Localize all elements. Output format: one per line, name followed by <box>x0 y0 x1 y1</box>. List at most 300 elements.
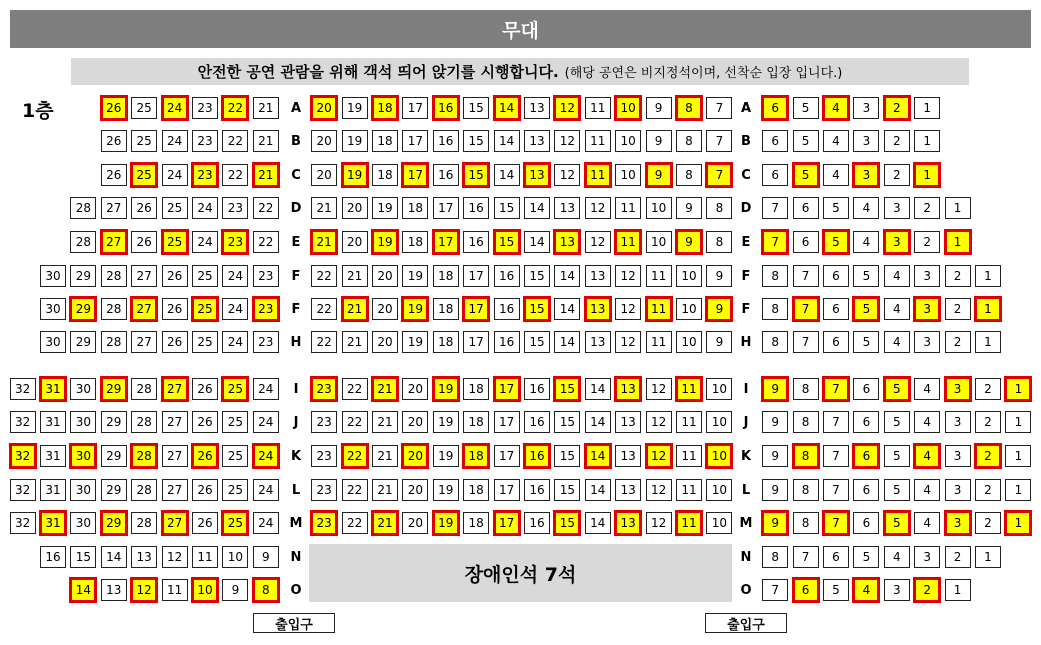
blocked-seat[interactable]: 9 <box>706 265 732 287</box>
available-seat[interactable]: 11 <box>645 296 673 322</box>
available-seat[interactable]: 20 <box>310 95 338 121</box>
available-seat[interactable]: 21 <box>371 376 399 402</box>
blocked-seat[interactable]: 6 <box>793 231 819 253</box>
available-seat[interactable]: 10 <box>705 443 733 469</box>
available-seat[interactable]: 15 <box>493 229 521 255</box>
blocked-seat[interactable]: 12 <box>646 479 672 501</box>
blocked-seat[interactable]: 4 <box>853 231 879 253</box>
blocked-seat[interactable]: 20 <box>311 130 337 152</box>
available-seat[interactable]: 1 <box>944 229 972 255</box>
blocked-seat[interactable]: 25 <box>222 479 248 501</box>
blocked-seat[interactable]: 9 <box>222 579 248 601</box>
blocked-seat[interactable]: 25 <box>131 97 157 119</box>
available-seat[interactable]: 2 <box>883 95 911 121</box>
available-seat[interactable]: 31 <box>39 376 67 402</box>
blocked-seat[interactable]: 30 <box>70 378 96 400</box>
blocked-seat[interactable]: 18 <box>463 411 489 433</box>
blocked-seat[interactable]: 1 <box>945 197 971 219</box>
blocked-seat[interactable]: 10 <box>676 298 702 320</box>
blocked-seat[interactable]: 32 <box>10 512 36 534</box>
blocked-seat[interactable]: 15 <box>70 546 96 568</box>
blocked-seat[interactable]: 7 <box>706 130 732 152</box>
blocked-seat[interactable]: 26 <box>192 411 218 433</box>
available-seat[interactable]: 21 <box>310 229 338 255</box>
blocked-seat[interactable]: 4 <box>914 479 940 501</box>
blocked-seat[interactable]: 1 <box>975 265 1001 287</box>
blocked-seat[interactable]: 21 <box>342 331 368 353</box>
blocked-seat[interactable]: 2 <box>945 265 971 287</box>
available-seat[interactable]: 25 <box>161 229 189 255</box>
available-seat[interactable]: 23 <box>191 162 219 188</box>
available-seat[interactable]: 13 <box>553 229 581 255</box>
blocked-seat[interactable]: 13 <box>131 546 157 568</box>
blocked-seat[interactable]: 30 <box>40 265 66 287</box>
available-seat[interactable]: 22 <box>221 95 249 121</box>
blocked-seat[interactable]: 15 <box>554 445 580 467</box>
blocked-seat[interactable]: 28 <box>131 479 157 501</box>
blocked-seat[interactable]: 25 <box>192 331 218 353</box>
blocked-seat[interactable]: 15 <box>524 331 550 353</box>
blocked-seat[interactable]: 8 <box>762 546 788 568</box>
blocked-seat[interactable]: 22 <box>342 378 368 400</box>
blocked-seat[interactable]: 2 <box>884 130 910 152</box>
blocked-seat[interactable]: 26 <box>101 164 127 186</box>
blocked-seat[interactable]: 4 <box>884 298 910 320</box>
blocked-seat[interactable]: 28 <box>131 411 157 433</box>
blocked-seat[interactable]: 5 <box>884 479 910 501</box>
blocked-seat[interactable]: 27 <box>162 479 188 501</box>
available-seat[interactable]: 19 <box>432 510 460 536</box>
available-seat[interactable]: 3 <box>944 510 972 536</box>
blocked-seat[interactable]: 16 <box>524 378 550 400</box>
blocked-seat[interactable]: 11 <box>162 579 188 601</box>
blocked-seat[interactable]: 10 <box>646 197 672 219</box>
blocked-seat[interactable]: 26 <box>192 479 218 501</box>
blocked-seat[interactable]: 10 <box>676 331 702 353</box>
blocked-seat[interactable]: 7 <box>793 265 819 287</box>
available-seat[interactable]: 30 <box>69 443 97 469</box>
blocked-seat[interactable]: 22 <box>311 298 337 320</box>
blocked-seat[interactable]: 26 <box>192 378 218 400</box>
blocked-seat[interactable]: 24 <box>222 265 248 287</box>
blocked-seat[interactable]: 11 <box>676 411 702 433</box>
available-seat[interactable]: 21 <box>341 296 369 322</box>
blocked-seat[interactable]: 23 <box>222 197 248 219</box>
blocked-seat[interactable]: 26 <box>101 130 127 152</box>
blocked-seat[interactable]: 24 <box>253 479 279 501</box>
blocked-seat[interactable]: 30 <box>40 331 66 353</box>
blocked-seat[interactable]: 1 <box>1005 479 1031 501</box>
available-seat[interactable]: 14 <box>69 577 97 603</box>
blocked-seat[interactable]: 15 <box>463 97 489 119</box>
blocked-seat[interactable]: 1 <box>914 130 940 152</box>
blocked-seat[interactable]: 21 <box>253 97 279 119</box>
blocked-seat[interactable]: 24 <box>253 411 279 433</box>
blocked-seat[interactable]: 32 <box>10 411 36 433</box>
available-seat[interactable]: 9 <box>761 510 789 536</box>
available-seat[interactable]: 25 <box>130 162 158 188</box>
blocked-seat[interactable]: 10 <box>676 265 702 287</box>
blocked-seat[interactable]: 18 <box>433 298 459 320</box>
blocked-seat[interactable]: 16 <box>524 479 550 501</box>
blocked-seat[interactable]: 4 <box>914 378 940 400</box>
blocked-seat[interactable]: 23 <box>253 331 279 353</box>
blocked-seat[interactable]: 7 <box>823 479 849 501</box>
available-seat[interactable]: 27 <box>130 296 158 322</box>
available-seat[interactable]: 19 <box>401 296 429 322</box>
blocked-seat[interactable]: 14 <box>554 265 580 287</box>
blocked-seat[interactable]: 20 <box>372 331 398 353</box>
blocked-seat[interactable]: 24 <box>192 197 218 219</box>
blocked-seat[interactable]: 2 <box>975 479 1001 501</box>
available-seat[interactable]: 29 <box>100 510 128 536</box>
blocked-seat[interactable]: 22 <box>253 197 279 219</box>
blocked-seat[interactable]: 28 <box>131 512 157 534</box>
blocked-seat[interactable]: 24 <box>222 331 248 353</box>
blocked-seat[interactable]: 2 <box>884 164 910 186</box>
available-seat[interactable]: 5 <box>883 510 911 536</box>
blocked-seat[interactable]: 16 <box>463 231 489 253</box>
blocked-seat[interactable]: 26 <box>131 197 157 219</box>
available-seat[interactable]: 24 <box>161 95 189 121</box>
available-seat[interactable]: 1 <box>974 296 1002 322</box>
available-seat[interactable]: 27 <box>161 510 189 536</box>
blocked-seat[interactable]: 14 <box>524 197 550 219</box>
blocked-seat[interactable]: 17 <box>433 197 459 219</box>
blocked-seat[interactable]: 13 <box>585 265 611 287</box>
available-seat[interactable]: 4 <box>822 95 850 121</box>
blocked-seat[interactable]: 21 <box>372 411 398 433</box>
available-seat[interactable]: 1 <box>1004 510 1032 536</box>
blocked-seat[interactable]: 26 <box>162 298 188 320</box>
available-seat[interactable]: 2 <box>974 443 1002 469</box>
blocked-seat[interactable]: 14 <box>494 130 520 152</box>
blocked-seat[interactable]: 11 <box>615 197 641 219</box>
blocked-seat[interactable]: 31 <box>40 479 66 501</box>
blocked-seat[interactable]: 2 <box>945 298 971 320</box>
blocked-seat[interactable]: 3 <box>945 479 971 501</box>
blocked-seat[interactable]: 18 <box>402 197 428 219</box>
available-seat[interactable]: 1 <box>913 162 941 188</box>
blocked-seat[interactable]: 25 <box>222 445 248 467</box>
available-seat[interactable]: 11 <box>675 510 703 536</box>
available-seat[interactable]: 11 <box>675 376 703 402</box>
blocked-seat[interactable]: 22 <box>222 130 248 152</box>
available-seat[interactable]: 7 <box>822 510 850 536</box>
blocked-seat[interactable]: 20 <box>311 164 337 186</box>
blocked-seat[interactable]: 12 <box>585 197 611 219</box>
blocked-seat[interactable]: 5 <box>793 97 819 119</box>
blocked-seat[interactable]: 21 <box>372 479 398 501</box>
available-seat[interactable]: 9 <box>645 162 673 188</box>
blocked-seat[interactable]: 17 <box>463 331 489 353</box>
blocked-seat[interactable]: 13 <box>524 130 550 152</box>
available-seat[interactable]: 15 <box>553 510 581 536</box>
blocked-seat[interactable]: 9 <box>646 130 672 152</box>
blocked-seat[interactable]: 20 <box>402 378 428 400</box>
blocked-seat[interactable]: 4 <box>853 197 879 219</box>
blocked-seat[interactable]: 9 <box>646 97 672 119</box>
blocked-seat[interactable]: 1 <box>1005 411 1031 433</box>
blocked-seat[interactable]: 29 <box>101 411 127 433</box>
blocked-seat[interactable]: 31 <box>40 411 66 433</box>
blocked-seat[interactable]: 28 <box>101 265 127 287</box>
blocked-seat[interactable]: 2 <box>914 197 940 219</box>
available-seat[interactable]: 3 <box>883 229 911 255</box>
available-seat[interactable]: 27 <box>100 229 128 255</box>
blocked-seat[interactable]: 4 <box>823 130 849 152</box>
blocked-seat[interactable]: 29 <box>70 265 96 287</box>
blocked-seat[interactable]: 12 <box>554 164 580 186</box>
available-seat[interactable]: 23 <box>310 376 338 402</box>
blocked-seat[interactable]: 22 <box>222 164 248 186</box>
blocked-seat[interactable]: 19 <box>433 445 459 467</box>
blocked-seat[interactable]: 9 <box>762 411 788 433</box>
blocked-seat[interactable]: 30 <box>70 411 96 433</box>
available-seat[interactable]: 20 <box>401 443 429 469</box>
blocked-seat[interactable]: 6 <box>762 164 788 186</box>
available-seat[interactable]: 3 <box>852 162 880 188</box>
blocked-seat[interactable]: 8 <box>676 164 702 186</box>
blocked-seat[interactable]: 24 <box>192 231 218 253</box>
blocked-seat[interactable]: 12 <box>585 231 611 253</box>
blocked-seat[interactable]: 24 <box>222 298 248 320</box>
available-seat[interactable]: 14 <box>584 443 612 469</box>
blocked-seat[interactable]: 8 <box>793 378 819 400</box>
blocked-seat[interactable]: 3 <box>914 331 940 353</box>
blocked-seat[interactable]: 11 <box>585 97 611 119</box>
blocked-seat[interactable]: 6 <box>762 130 788 152</box>
available-seat[interactable]: 6 <box>852 443 880 469</box>
available-seat[interactable]: 16 <box>432 95 460 121</box>
blocked-seat[interactable]: 5 <box>823 197 849 219</box>
available-seat[interactable]: 19 <box>371 229 399 255</box>
available-seat[interactable]: 17 <box>432 229 460 255</box>
blocked-seat[interactable]: 22 <box>253 231 279 253</box>
blocked-seat[interactable]: 19 <box>372 197 398 219</box>
blocked-seat[interactable]: 6 <box>823 331 849 353</box>
blocked-seat[interactable]: 13 <box>554 197 580 219</box>
blocked-seat[interactable]: 1 <box>945 579 971 601</box>
available-seat[interactable]: 25 <box>221 510 249 536</box>
blocked-seat[interactable]: 18 <box>433 265 459 287</box>
blocked-seat[interactable]: 20 <box>372 298 398 320</box>
blocked-seat[interactable]: 9 <box>253 546 279 568</box>
blocked-seat[interactable]: 5 <box>884 411 910 433</box>
blocked-seat[interactable]: 5 <box>853 546 879 568</box>
blocked-seat[interactable]: 32 <box>10 378 36 400</box>
blocked-seat[interactable]: 18 <box>463 512 489 534</box>
available-seat[interactable]: 32 <box>9 443 37 469</box>
blocked-seat[interactable]: 5 <box>853 265 879 287</box>
blocked-seat[interactable]: 13 <box>615 479 641 501</box>
blocked-seat[interactable]: 3 <box>853 130 879 152</box>
blocked-seat[interactable]: 5 <box>793 130 819 152</box>
blocked-seat[interactable]: 23 <box>311 445 337 467</box>
blocked-seat[interactable]: 16 <box>494 331 520 353</box>
available-seat[interactable]: 13 <box>523 162 551 188</box>
blocked-seat[interactable]: 19 <box>433 479 459 501</box>
available-seat[interactable]: 15 <box>523 296 551 322</box>
blocked-seat[interactable]: 22 <box>311 331 337 353</box>
blocked-seat[interactable]: 3 <box>853 97 879 119</box>
available-seat[interactable]: 4 <box>913 443 941 469</box>
blocked-seat[interactable]: 26 <box>162 331 188 353</box>
blocked-seat[interactable]: 30 <box>70 479 96 501</box>
blocked-seat[interactable]: 28 <box>70 231 96 253</box>
blocked-seat[interactable]: 24 <box>162 130 188 152</box>
available-seat[interactable]: 16 <box>523 443 551 469</box>
blocked-seat[interactable]: 12 <box>615 331 641 353</box>
blocked-seat[interactable]: 16 <box>433 164 459 186</box>
blocked-seat[interactable]: 13 <box>101 579 127 601</box>
blocked-seat[interactable]: 7 <box>706 97 732 119</box>
available-seat[interactable]: 7 <box>761 229 789 255</box>
blocked-seat[interactable]: 11 <box>646 265 672 287</box>
blocked-seat[interactable]: 17 <box>463 265 489 287</box>
blocked-seat[interactable]: 6 <box>853 512 879 534</box>
blocked-seat[interactable]: 12 <box>646 378 672 400</box>
blocked-seat[interactable]: 31 <box>40 445 66 467</box>
blocked-seat[interactable]: 22 <box>311 265 337 287</box>
blocked-seat[interactable]: 10 <box>615 130 641 152</box>
available-seat[interactable]: 17 <box>493 376 521 402</box>
blocked-seat[interactable]: 2 <box>945 546 971 568</box>
available-seat[interactable]: 19 <box>432 376 460 402</box>
blocked-seat[interactable]: 5 <box>823 579 849 601</box>
blocked-seat[interactable]: 2 <box>914 231 940 253</box>
blocked-seat[interactable]: 14 <box>585 479 611 501</box>
blocked-seat[interactable]: 16 <box>524 411 550 433</box>
available-seat[interactable]: 29 <box>100 376 128 402</box>
blocked-seat[interactable]: 15 <box>554 479 580 501</box>
blocked-seat[interactable]: 27 <box>101 197 127 219</box>
blocked-seat[interactable]: 3 <box>945 411 971 433</box>
blocked-seat[interactable]: 7 <box>823 445 849 467</box>
blocked-seat[interactable]: 2 <box>975 411 1001 433</box>
blocked-seat[interactable]: 29 <box>101 445 127 467</box>
blocked-seat[interactable]: 9 <box>676 197 702 219</box>
available-seat[interactable]: 23 <box>252 296 280 322</box>
blocked-seat[interactable]: 23 <box>192 130 218 152</box>
blocked-seat[interactable]: 8 <box>706 197 732 219</box>
blocked-seat[interactable]: 4 <box>884 331 910 353</box>
available-seat[interactable]: 7 <box>705 162 733 188</box>
available-seat[interactable]: 7 <box>792 296 820 322</box>
blocked-seat[interactable]: 12 <box>646 411 672 433</box>
blocked-seat[interactable]: 32 <box>10 479 36 501</box>
available-seat[interactable]: 9 <box>705 296 733 322</box>
blocked-seat[interactable]: 1 <box>975 331 1001 353</box>
blocked-seat[interactable]: 24 <box>253 378 279 400</box>
blocked-seat[interactable]: 10 <box>615 164 641 186</box>
blocked-seat[interactable]: 25 <box>222 411 248 433</box>
blocked-seat[interactable]: 17 <box>494 445 520 467</box>
blocked-seat[interactable]: 26 <box>192 512 218 534</box>
blocked-seat[interactable]: 5 <box>884 445 910 467</box>
available-seat[interactable]: 5 <box>883 376 911 402</box>
available-seat[interactable]: 3 <box>944 376 972 402</box>
blocked-seat[interactable]: 22 <box>342 479 368 501</box>
blocked-seat[interactable]: 6 <box>793 197 819 219</box>
available-seat[interactable]: 2 <box>913 577 941 603</box>
available-seat[interactable]: 7 <box>822 376 850 402</box>
available-seat[interactable]: 25 <box>191 296 219 322</box>
blocked-seat[interactable]: 24 <box>253 512 279 534</box>
blocked-seat[interactable]: 6 <box>853 378 879 400</box>
available-seat[interactable]: 15 <box>462 162 490 188</box>
available-seat[interactable]: 5 <box>852 296 880 322</box>
available-seat[interactable]: 27 <box>161 376 189 402</box>
blocked-seat[interactable]: 6 <box>853 479 879 501</box>
blocked-seat[interactable]: 3 <box>945 445 971 467</box>
blocked-seat[interactable]: 15 <box>494 197 520 219</box>
blocked-seat[interactable]: 18 <box>372 164 398 186</box>
blocked-seat[interactable]: 8 <box>793 479 819 501</box>
available-seat[interactable]: 17 <box>401 162 429 188</box>
available-seat[interactable]: 8 <box>675 95 703 121</box>
blocked-seat[interactable]: 23 <box>311 479 337 501</box>
blocked-seat[interactable]: 10 <box>706 411 732 433</box>
blocked-seat[interactable]: 4 <box>884 265 910 287</box>
available-seat[interactable]: 22 <box>341 443 369 469</box>
blocked-seat[interactable]: 29 <box>101 479 127 501</box>
blocked-seat[interactable]: 7 <box>762 197 788 219</box>
blocked-seat[interactable]: 24 <box>162 164 188 186</box>
blocked-seat[interactable]: 9 <box>762 479 788 501</box>
blocked-seat[interactable]: 8 <box>762 298 788 320</box>
blocked-seat[interactable]: 23 <box>192 97 218 119</box>
blocked-seat[interactable]: 1 <box>914 97 940 119</box>
blocked-seat[interactable]: 4 <box>884 546 910 568</box>
available-seat[interactable]: 10 <box>614 95 642 121</box>
blocked-seat[interactable]: 5 <box>853 331 879 353</box>
blocked-seat[interactable]: 7 <box>793 546 819 568</box>
available-seat[interactable]: 18 <box>462 443 490 469</box>
blocked-seat[interactable]: 8 <box>762 331 788 353</box>
blocked-seat[interactable]: 30 <box>40 298 66 320</box>
blocked-seat[interactable]: 16 <box>524 512 550 534</box>
blocked-seat[interactable]: 18 <box>433 331 459 353</box>
blocked-seat[interactable]: 14 <box>585 512 611 534</box>
blocked-seat[interactable]: 16 <box>494 265 520 287</box>
blocked-seat[interactable]: 14 <box>585 378 611 400</box>
available-seat[interactable]: 24 <box>252 443 280 469</box>
blocked-seat[interactable]: 19 <box>402 265 428 287</box>
blocked-seat[interactable]: 22 <box>342 411 368 433</box>
blocked-seat[interactable]: 28 <box>70 197 96 219</box>
available-seat[interactable]: 14 <box>493 95 521 121</box>
blocked-seat[interactable]: 13 <box>615 445 641 467</box>
blocked-seat[interactable]: 18 <box>463 378 489 400</box>
available-seat[interactable]: 3 <box>913 296 941 322</box>
blocked-seat[interactable]: 8 <box>706 231 732 253</box>
blocked-seat[interactable]: 7 <box>762 579 788 601</box>
blocked-seat[interactable]: 28 <box>101 331 127 353</box>
available-seat[interactable]: 13 <box>614 376 642 402</box>
blocked-seat[interactable]: 20 <box>342 231 368 253</box>
blocked-seat[interactable]: 30 <box>70 512 96 534</box>
available-seat[interactable]: 4 <box>852 577 880 603</box>
blocked-seat[interactable]: 21 <box>372 445 398 467</box>
blocked-seat[interactable]: 14 <box>554 298 580 320</box>
available-seat[interactable]: 6 <box>761 95 789 121</box>
blocked-seat[interactable]: 18 <box>463 479 489 501</box>
blocked-seat[interactable]: 12 <box>615 298 641 320</box>
blocked-seat[interactable]: 15 <box>524 265 550 287</box>
blocked-seat[interactable]: 25 <box>162 197 188 219</box>
blocked-seat[interactable]: 19 <box>342 97 368 119</box>
